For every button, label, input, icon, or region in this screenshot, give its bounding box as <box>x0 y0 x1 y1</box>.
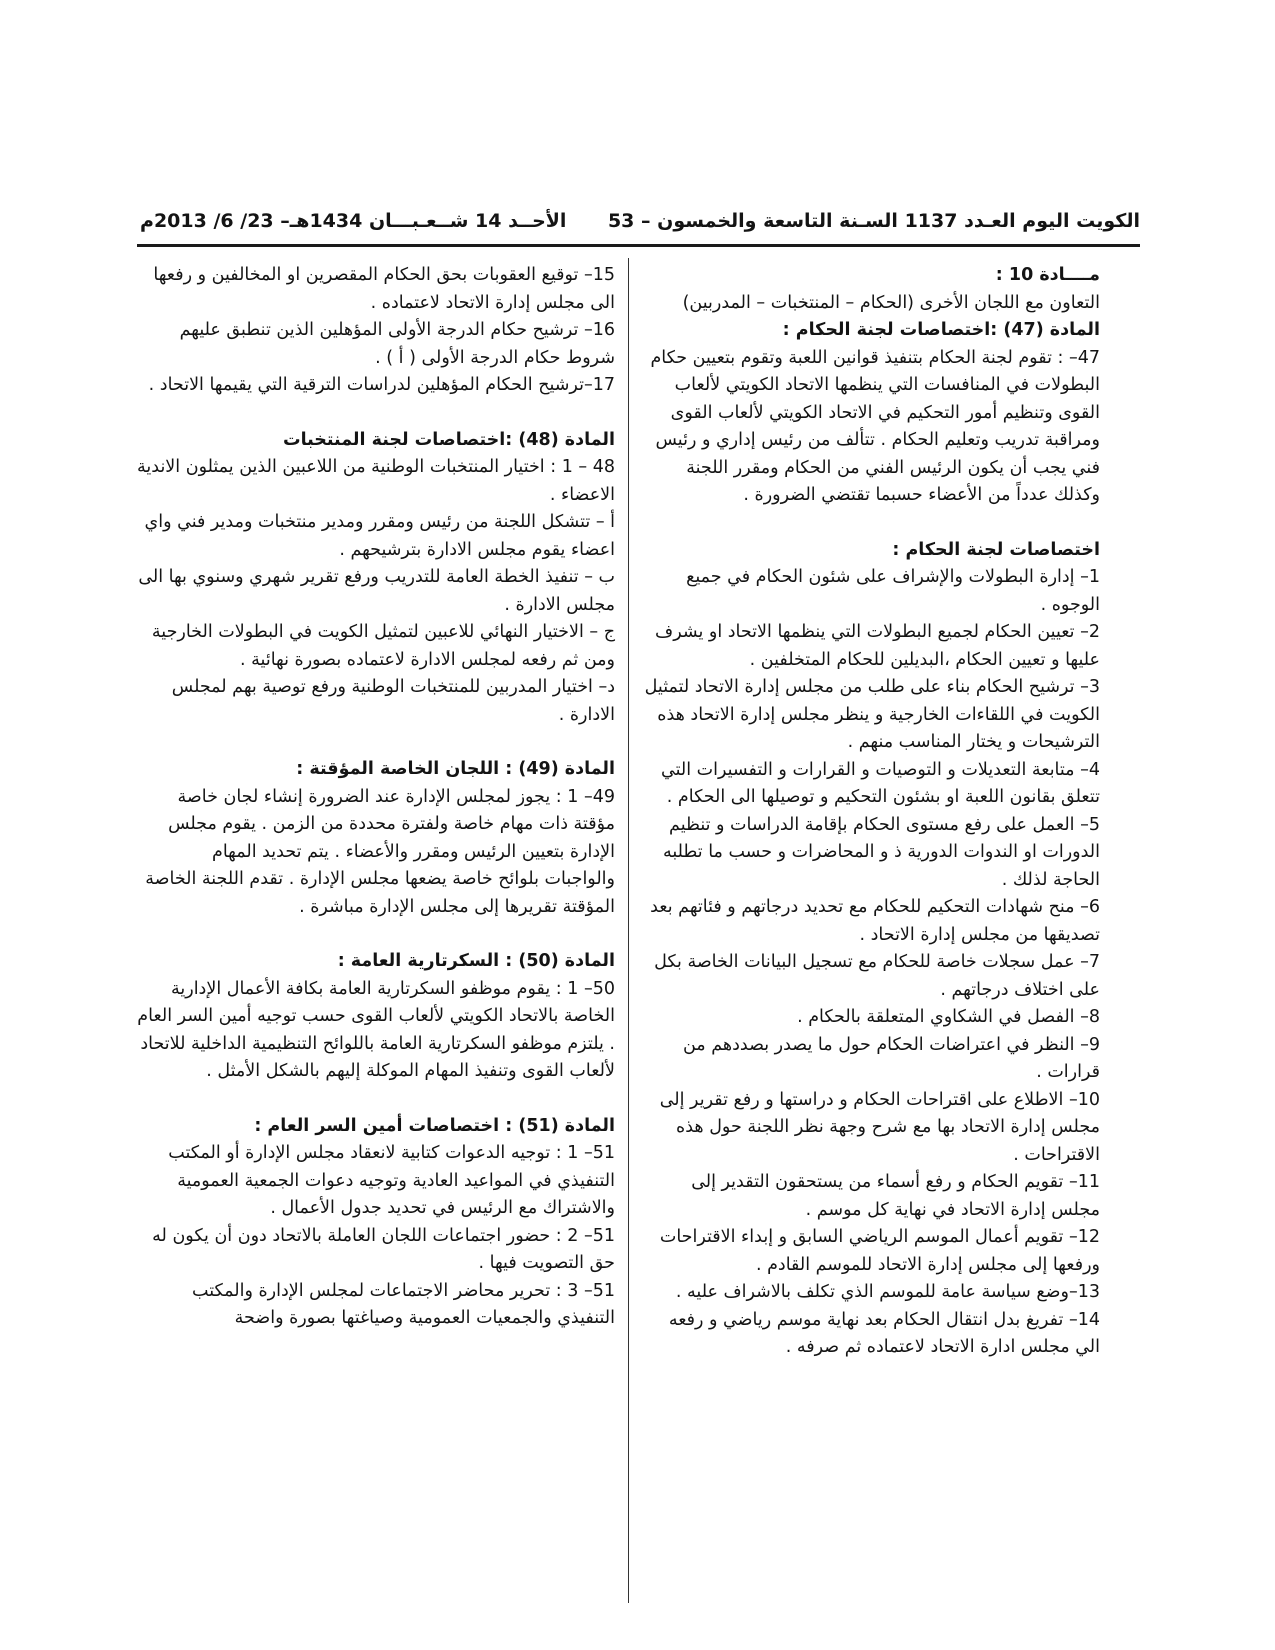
article-paragraph: 1– إدارة البطولات والإشراف على شئون الحكام في جميع الوجوه . <box>686 567 1100 615</box>
article-paragraph: 2– تعيين الحكام لجميع البطولات التي ينظمها الاتحاد او يشرف عليها و تعيين الحكام ،البديلين للحكام المتخلفين . <box>655 622 1100 670</box>
article-paragraph: 47– : تقوم لجنة الحكام بتنفيذ قوانين اللعبة وتقوم بتعيين حكام البطولات في المنافسات التي ينظمها الاتحاد الكويتي لألعاب القوى وتنظيم أمور التحكيم في الاتحاد الكويتي لألعاب القوى ومراقبة تدريب وتعليم الحكام . تتألف من رئيس إداري و رئيس فني يجب أن يكون الرئيس الفني من الحكام ومقرر اللجنة وكذلك عدداً من الأعضاء حسبما تقتضي الضرورة . <box>650 347 1100 505</box>
article-paragraph: 51– 1 : توجيه الدعوات كتابية لانعقاد مجلس الإدارة أو المكتب التنفيذي في المواعيد العادية وتوجيه دعوات الجمعية العمومية والاشتراك مع الرئيس في تحديد جدول الأعمال . <box>168 1143 615 1218</box>
article-paragraph: 17–ترشيح الحكام المؤهلين لدراسات الترقية التي يقيمها الاتحاد . <box>148 375 615 395</box>
spacer <box>642 510 1100 537</box>
article-paragraph: 49– 1 : يجوز لمجلس الإدارة عند الضرورة إنشاء لجان خاصة مؤقتة ذات مهام خاصة ولفترة محددة من الزمن . يقوم مجلس الإدارة بتعيين الرئيس ومقرر والأعضاء . يتم تحديد المهام والواجبات بلوائح خاصة يضعها مجلس الإدارة . تقدم اللجنة الخاصة المؤقتة تقريرها إلى مجلس الإدارة مباشرة . <box>145 786 615 917</box>
article-heading: المادة (47) :اختصاصات لجنة الحكام : <box>782 320 1100 340</box>
article-paragraph: 50– 1 : يقوم موظفو السكرتارية العامة بكافة الأعمال الإدارية الخاصة بالاتحاد الكويتي لألعاب القوى حسب توجيه أمين السر العام . يلتزم موظفو السكرتارية العامة باللوائح التنظيمية الداخلية للاتحاد لألعاب القوى وتنفيذ المهام الموكلة إليهم بالشكل الأمثل . <box>137 978 615 1081</box>
article-paragraph: 10– الاطلاع على اقتراحات الحكام و دراستها و رفع تقرير إلى مجلس إدارة الاتحاد بها مع شرح وجهة نظر اللجنة حول هذه الاقتراحات . <box>659 1089 1100 1165</box>
left-column <box>137 262 615 1333</box>
article-heading: اختصاصات لجنة الحكام : <box>892 539 1100 560</box>
article-paragraph: التعاون مع اللجان الأخرى (الحكام – المنتخبات – المدربين) <box>682 292 1100 313</box>
article-paragraph: 51– 2 : حضور اجتماعات اللجان العاملة بالاتحاد دون أن يكون له حق التصويت فيها . <box>152 1225 615 1273</box>
article-paragraph: 5– العمل على رفع مستوى الحكام بإقامة الدراسات و تنظيم الدورات او الندوات الدورية ذ و المحاضرات و حسب ما تطلبه الحاجة لذلك . <box>662 814 1100 890</box>
article-paragraph: أ – تتشكل اللجنة من رئيس ومقرر ومدير منتخبات ومدير فني واي اعضاء يقوم مجلس الادارة بترشيحهم . <box>144 512 615 560</box>
article-heading: المادة (51) : اختصاصات أمين السر العام : <box>254 1115 615 1136</box>
spacer <box>137 921 615 948</box>
article-paragraph: 8– الفصل في الشكاوي المتعلقة بالحكام . <box>797 1007 1100 1027</box>
article-heading: المادة (50) : السكرتارية العامة : <box>337 951 615 971</box>
article-heading: المادة (49) : اللجان الخاصة المؤقتة : <box>296 759 615 779</box>
article-heading: مــــادة 10 : <box>995 265 1100 285</box>
header-rule <box>137 244 1140 247</box>
right-column <box>642 262 1100 1362</box>
article-paragraph: 12– تقويم أعمال الموسم الرياضي السابق و إبداء الاقتراحات ورفعها إلى مجلس إدارة الاتحاد للموسم القادم . <box>659 1227 1100 1275</box>
article-paragraph: 13–وضع سياسة عامة للموسم الذي تكلف بالاشراف عليه . <box>675 1282 1100 1302</box>
article-paragraph: 4– متابعة التعديلات و التوصيات و القرارات و التفسيرات التي تتعلق بقانون اللعبة او بشئون التحكيم و توصيلها الى الحكام . <box>661 759 1100 807</box>
article-paragraph: 9– النظر في اعتراضات الحكام حول ما يصدر بصددهم من قرارات . <box>682 1034 1100 1082</box>
column-divider <box>628 258 629 1603</box>
article-heading: المادة (48) :اختصاصات لجنة المنتخبات <box>283 429 615 450</box>
header-date: الأحــد 14 شــعـبـــان 1434هـ– 23/ 6/ 2013م <box>140 210 567 232</box>
article-paragraph: 16– ترشيح حكام الدرجة الأولى المؤهلين الذين تنطبق عليهم شروط حكام الدرجة الأولى ( أ ) . <box>179 320 615 368</box>
article-paragraph: 7– عمل سجلات خاصة للحكام مع تسجيل البيانات الخاصة بكل على اختلاف درجاتهم . <box>654 952 1100 1000</box>
article-paragraph: ج – الاختيار النهائي للاعبين لتمثيل الكويت في البطولات الخارجية ومن ثم رفعه لمجلس الادارة لاعتماده بصورة نهائية . <box>151 622 615 670</box>
article-paragraph: 15– توقيع العقوبات بحق الحكام المقصرين او المخالفين و رفعها الى مجلس إدارة الاتحاد لاعتماده . <box>153 265 615 313</box>
article-paragraph: 14– تفريغ بدل انتقال الحكام بعد نهاية موسم رياضي و رفعه الي مجلس ادارة الاتحاد لاعتماده ثم صرفه . <box>668 1309 1100 1357</box>
article-paragraph: ب – تنفيذ الخطة العامة للتدريب ورفع تقرير شهري وسنوي بها الى مجلس الادارة . <box>138 567 615 615</box>
article-paragraph: 51– 3 : تحرير محاضر الاجتماعات لمجلس الإدارة والمكتب التنفيذي والجمعيات العمومية وصياغتها بصورة واضحة <box>192 1280 615 1328</box>
header-issue-info: الكويت اليوم العـدد 1137 السـنة التاسعة والخمسون – 53 <box>607 210 1140 232</box>
spacer <box>137 1086 615 1113</box>
article-paragraph: د– اختيار المدربين للمنتخبات الوطنية ورفع توصية بهم لمجلس الادارة . <box>171 677 615 725</box>
page-header <box>140 210 1140 238</box>
article-paragraph: 11– تقويم الحكام و رفع أسماء من يستحقون التقدير إلى مجلس إدارة الاتحاد في نهاية كل موسم . <box>691 1172 1100 1220</box>
article-paragraph: 48 – 1 : اختيار المنتخبات الوطنية من اللاعبين الذين يمثلون الاندية الاعضاء . <box>137 457 615 505</box>
spacer <box>137 400 615 427</box>
article-paragraph: 6– منح شهادات التحكيم للحكام مع تحديد درجاتهم و فئاتهم بعد تصديقها من مجلس إدارة الاتحاد . <box>650 897 1100 945</box>
article-paragraph: 3– ترشيح الحكام بناء على طلب من مجلس إدارة الاتحاد لتمثيل الكويت في اللقاءات الخارجية و ينظر مجلس إدارة الاتحاد هذه الترشيحات و يختار المناسب منهم . <box>644 677 1100 752</box>
spacer <box>137 729 615 756</box>
